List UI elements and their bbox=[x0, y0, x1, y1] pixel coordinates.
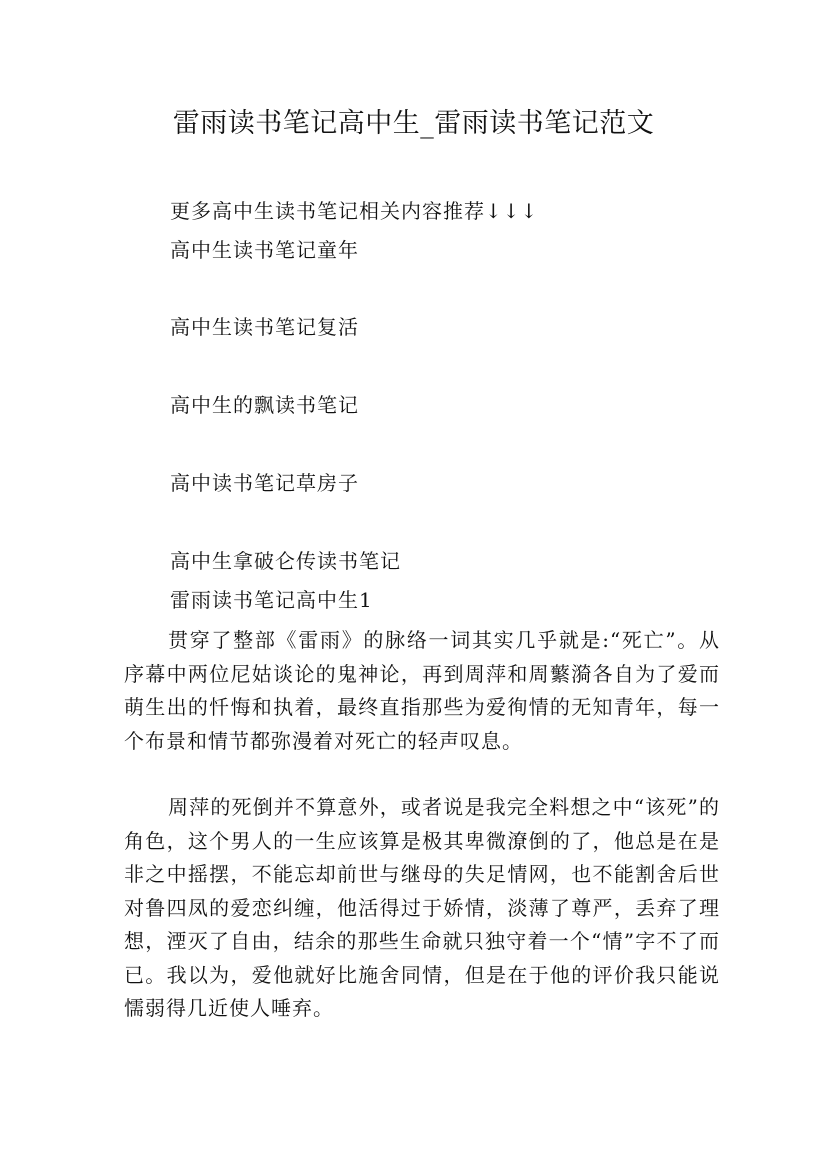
related-link-fuhuo[interactable]: 高中生读书笔记复活 bbox=[170, 315, 359, 339]
body-paragraph-1: 贯穿了整部《雷雨》的脉络一词其实几乎就是:“死亡”。从序幕中两位尼姑谈论的鬼神论，再到周萍和周蘩漪各自为了爱而萌生出的忏悔和执着，最终直指那些为爱徇情的无知青年，每一个布景和情节都弥漫着对死亡的轻声叹息。 bbox=[124, 628, 720, 753]
related-link-tongnian[interactable]: 高中生读书笔记童年 bbox=[170, 238, 359, 262]
recommend-intro: 更多高中生读书笔记相关内容推荐↓↓↓ bbox=[170, 199, 539, 223]
body-paragraph-2: 周萍的死倒并不算意外，或者说是我完全料想之中“该死”的角色，这个男人的一生应该算是极其卑微潦倒的了，他总是在是非之中摇摆，不能忘却前世与继母的失足情网，也不能割舍后世对鲁四凤的爱恋纠缠，他活得过于娇情，淡薄了尊严，丢弃了理想，湮灭了自由，结余的那些生命就只独守着一个“情”字不了而已。我以为，爱他就好比施舍同情，但是在于他的评价我只能说懦弱得几近使人唾弃。 bbox=[124, 795, 720, 1020]
related-link-caofangzi[interactable]: 高中读书笔记草房子 bbox=[170, 471, 359, 495]
related-link-napolun[interactable]: 高中生拿破仑传读书笔记 bbox=[170, 549, 401, 573]
document-title: 雷雨读书笔记高中生_雷雨读书笔记范文 bbox=[172, 108, 655, 139]
related-link-piao[interactable]: 高中生的飘读书笔记 bbox=[170, 393, 359, 417]
section-heading: 雷雨读书笔记高中生1 bbox=[170, 588, 373, 612]
